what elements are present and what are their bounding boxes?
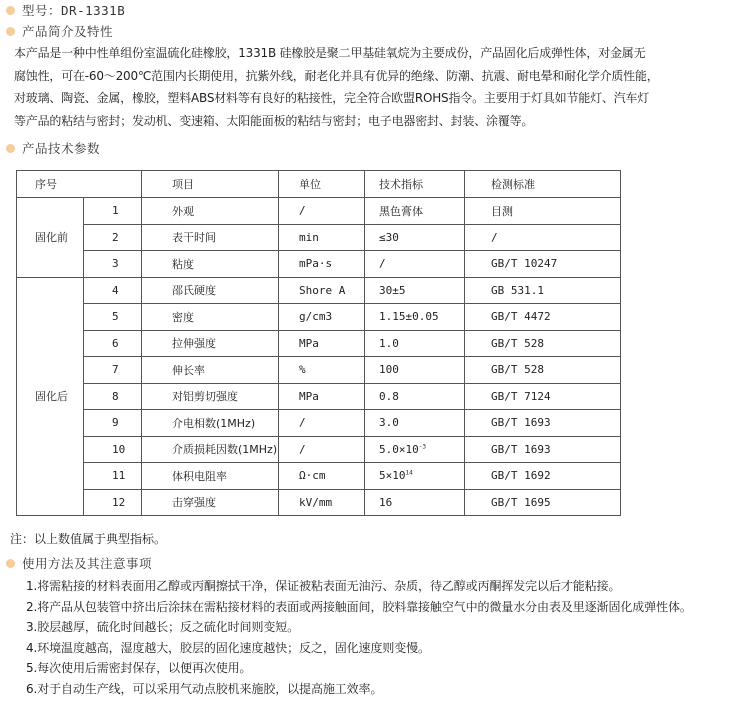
row-unit: Shore A: [279, 277, 365, 304]
row-item: 体积电阻率: [142, 463, 279, 490]
model-value: DR-1331B: [61, 2, 126, 18]
row-standard: GB/T 10247: [465, 251, 621, 278]
row-number: 10: [84, 436, 142, 463]
row-unit: g/cm3: [279, 304, 365, 331]
row-standard: GB/T 1692: [465, 463, 621, 490]
row-spec-base: 5.0×10: [379, 442, 419, 456]
row-standard: GB/T 528: [465, 357, 621, 384]
table-row: [17, 436, 621, 463]
row-number: 12: [84, 489, 142, 516]
header-standard: 检测标准: [465, 171, 621, 198]
params-title-text: 产品技术参数: [22, 141, 101, 156]
row-spec: ≤30: [365, 224, 465, 251]
row-standard: GB/T 7124: [465, 383, 621, 410]
row-spec: 16: [365, 489, 465, 516]
row-unit: /: [279, 436, 365, 463]
row-spec-base: 5×10: [379, 469, 406, 483]
row-item: 对铝剪切强度: [142, 383, 279, 410]
row-item: 拉伸强度: [142, 330, 279, 357]
row-unit: Ω·cm: [279, 463, 365, 490]
header-seq: 序号: [17, 171, 142, 198]
row-number: 5: [84, 304, 142, 331]
table-row: [17, 277, 621, 304]
row-number: 11: [84, 463, 142, 490]
table-header-row: [17, 171, 621, 198]
row-standard: GB/T 4472: [465, 304, 621, 331]
row-spec-exponent: -3: [418, 443, 426, 451]
row-standard: GB/T 528: [465, 330, 621, 357]
bullet-dot-icon: [6, 6, 15, 15]
row-number: 9: [84, 410, 142, 437]
intro-line: 对玻璃、陶瓷、金属，橡胶，塑料ABS材料等有良好的粘接性，完全符合欧盟ROHS指令。主要用于灯具如节能灯、汽车灯: [14, 91, 650, 105]
row-spec: 1.0: [365, 330, 465, 357]
header-unit: 单位: [279, 171, 365, 198]
usage-list: [26, 576, 692, 700]
row-standard: /: [465, 224, 621, 251]
row-spec: /: [365, 251, 465, 278]
row-spec: 3.0: [365, 410, 465, 437]
row-number: 8: [84, 383, 142, 410]
row-spec: 100: [365, 357, 465, 384]
group-before-curing: 固化前: [17, 198, 84, 278]
row-standard: GB/T 1693: [465, 436, 621, 463]
row-standard: GB/T 1693: [465, 410, 621, 437]
row-standard: 目测: [465, 198, 621, 225]
row-unit: %: [279, 357, 365, 384]
bullet-dot-icon: [6, 559, 15, 568]
usage-item: 4.环境温度越高，湿度越大，胶层的固化速度越快；反之，固化速度则变慢。: [26, 640, 430, 655]
table-row: [17, 330, 621, 357]
params-section-title: [6, 138, 100, 158]
row-number: 7: [84, 357, 142, 384]
intro-line: 等产品的粘结与密封；发动机、变速箱、太阳能面板的粘结与密封；电子电器密封、封装、涂覆等。: [14, 113, 534, 128]
header-item: 项目: [142, 171, 279, 198]
row-item: 介质损耗因数(1MHz): [142, 436, 279, 463]
row-spec: [365, 463, 465, 490]
row-item: 介电相数(1MHz): [142, 410, 279, 437]
row-unit: MPa: [279, 383, 365, 410]
intro-paragraph: [14, 42, 726, 132]
row-spec: 1.15±0.05: [365, 304, 465, 331]
row-number: 1: [84, 198, 142, 225]
usage-item: 3.胶层越厚，硫化时间越长；反之硫化时间则变短。: [26, 620, 300, 635]
usage-item: 6.对于自动生产线，可以采用气动点胶机来施胶，以提高施工效率。: [26, 681, 383, 696]
table-row: [17, 251, 621, 278]
model-label: 型号：: [22, 3, 62, 18]
table-row: [17, 489, 621, 516]
row-spec: 0.8: [365, 383, 465, 410]
table-note: 注：以上数值属于典型指标。: [10, 532, 167, 546]
row-item: 邵氏硬度: [142, 277, 279, 304]
row-standard: GB 531.1: [465, 277, 621, 304]
row-unit: mPa·s: [279, 251, 365, 278]
usage-item: 2.将产品从包装管中挤出后涂抹在需粘接材料的表面或两接触面间，胶料靠接触空气中的微量水分由表及里逐渐固化成弹性体。: [26, 599, 692, 614]
bullet-dot-icon: [6, 144, 15, 153]
row-number: 2: [84, 224, 142, 251]
table-row: [17, 357, 621, 384]
model-heading: [6, 0, 125, 20]
row-unit: min: [279, 224, 365, 251]
row-spec-exponent: 14: [405, 469, 413, 477]
row-number: 6: [84, 330, 142, 357]
params-table: [16, 170, 621, 516]
row-number: 4: [84, 277, 142, 304]
usage-item: 5.每次使用后需密封保存，以便再次使用。: [26, 661, 252, 676]
row-item: 击穿强度: [142, 489, 279, 516]
header-spec: 技术指标: [365, 171, 465, 198]
row-item: 外观: [142, 198, 279, 225]
row-unit: /: [279, 198, 365, 225]
table-row: [17, 304, 621, 331]
row-spec: 30±5: [365, 277, 465, 304]
usage-title-text: 使用方法及其注意事项: [22, 556, 153, 571]
row-item: 密度: [142, 304, 279, 331]
intro-line: 腐蚀性，可在-60～200℃范围内长期使用，抗紫外线，耐老化并具有优异的绝缘、防潮、抗震、耐电晕和耐化学介质性能，: [14, 68, 659, 83]
row-item: 粘度: [142, 251, 279, 278]
row-number: 3: [84, 251, 142, 278]
intro-line: 本产品是一种中性单组份室温硫化硅橡胶，1331B 硅橡胶是聚二甲基硅氧烷为主要成份，产品固化后成弹性体，对金属无: [14, 46, 646, 60]
usage-item: 1.将需粘接的材料表面用乙醇或丙酮擦拭干净，保证被粘表面无油污、杂质，待乙醇或丙酮挥发完以后才能粘接。: [26, 579, 621, 593]
intro-section-title: [6, 21, 113, 41]
row-unit: kV/mm: [279, 489, 365, 516]
bullet-dot-icon: [6, 27, 15, 36]
usage-section-title: [6, 553, 152, 573]
table-row: [17, 383, 621, 410]
table-row: [17, 463, 621, 490]
row-spec: 黑色膏体: [365, 198, 465, 225]
row-standard: GB/T 1695: [465, 489, 621, 516]
group-after-curing: 固化后: [17, 277, 84, 516]
intro-title-text: 产品简介及特性: [22, 24, 114, 39]
row-unit: MPa: [279, 330, 365, 357]
row-spec: [365, 436, 465, 463]
table-row: [17, 410, 621, 437]
row-item: 表干时间: [142, 224, 279, 251]
row-unit: /: [279, 410, 365, 437]
table-row: [17, 198, 621, 225]
table-row: [17, 224, 621, 251]
row-item: 伸长率: [142, 357, 279, 384]
